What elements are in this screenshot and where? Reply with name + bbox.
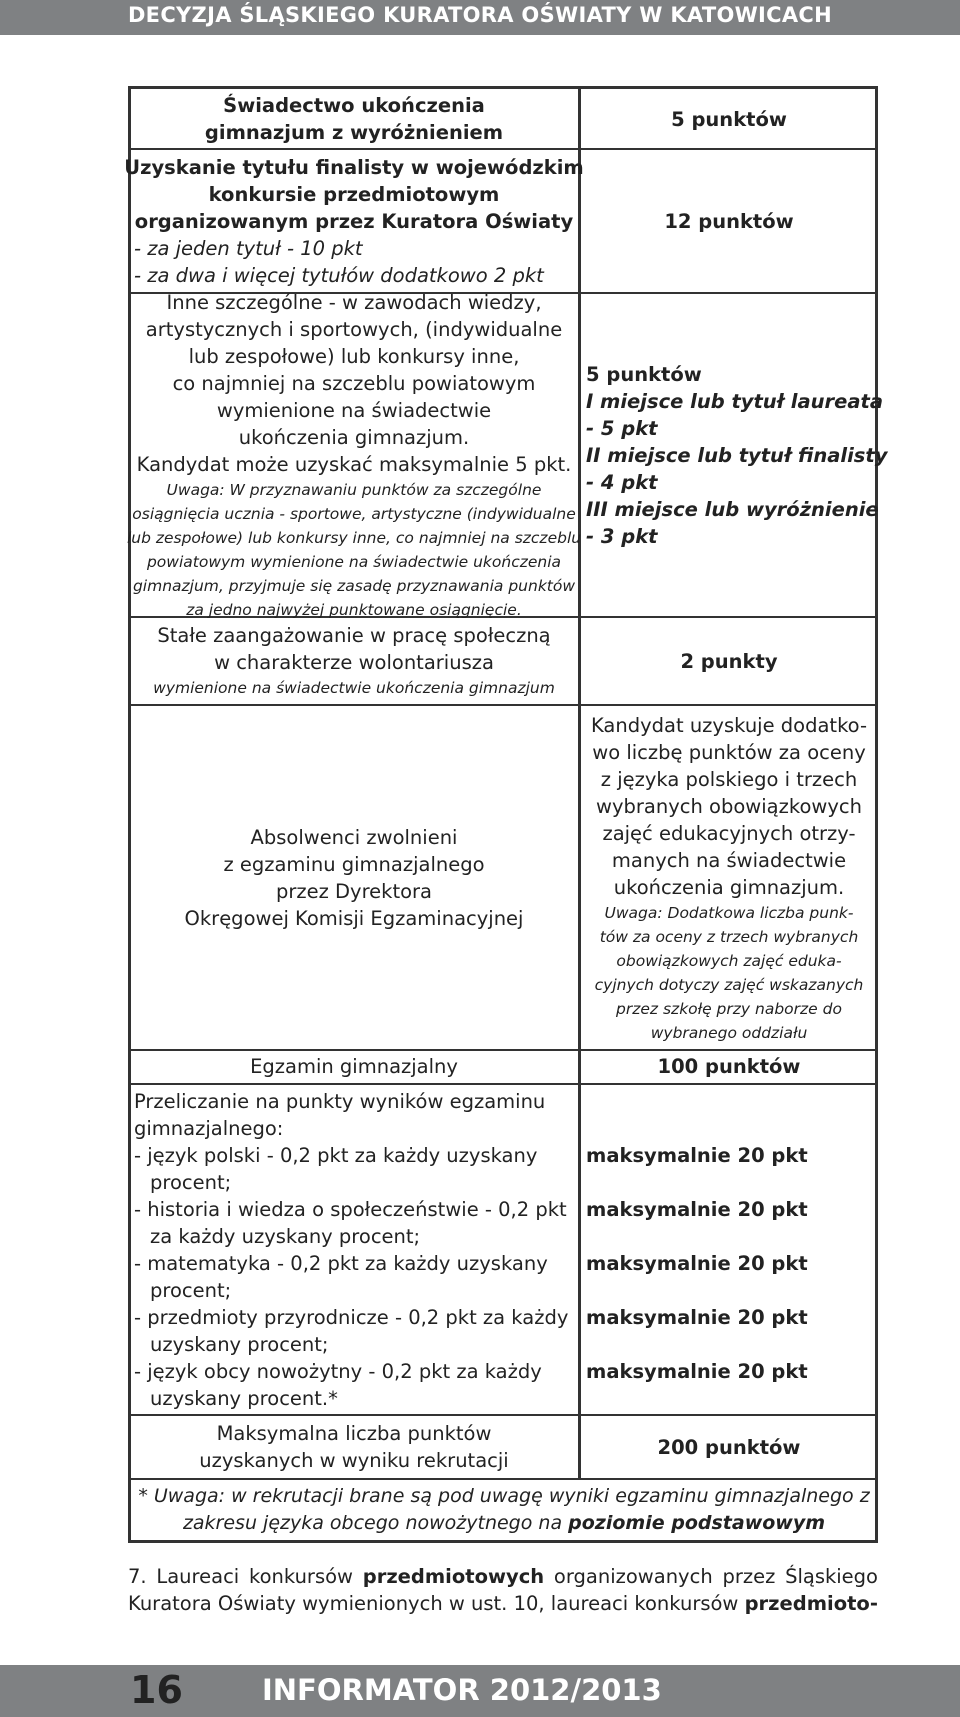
row-divider	[128, 1478, 878, 1480]
page-header-title: DECYZJA ŚLĄSKIEGO KURATORA OŚWIATY W KATOWICACH	[127, 3, 833, 27]
other-achievements-label: Inne szczególne - w zawodach wiedzy, artystycznych i sportowych, (indywidualne lub zespołowe) lub konkursy inne, co najmniej na szczeblu powiatowym wymienione na świadectwie ukończenia gimnazjum. Kandydat może uzyskać maksymalnie 5 pkt. Uwaga: W przyznawaniu punktów za szczególne osiągnięcia ucznia - sportowe, artystyczne (indywidualne lub zespołowe) lub konkursy inne, co najmniej na szczeblu powiatowym wymienione na świadectwie ukończenia gimnazjum, przyjmuje się zasadę przyznawania punktów za jedno najwyżej punktowane osiągnięcie.	[126, 290, 582, 619]
other-achievements-points: 5 punktów I miejsce lub tytuł laureata - 5 pkt II miejsce lub tytuł finalisty - 4 pkt III miejsce lub wyróżnienie - 3 pkt	[586, 362, 888, 548]
exam-points: 100 punktów	[657, 1055, 801, 1078]
exempt-points: Kandydat uzyskuje dodatko- wo liczbę punktów za oceny z języka polskiego i trzech wybranych obowiązkowych zajęć edukacyjnych otrzy- manych na świadectwie ukończenia gimnazjum. Uwaga: Dodatkowa liczba punk- tów za oceny z trzech wybranych obowiązkowych zajęć eduka- cyjnych dotyczy zajęć wskazanych przez szkołę przy naborze do wybranego oddziału	[590, 713, 867, 1042]
max-points-label: Maksymalna liczba punktów uzyskanych w wyniku rekrutacji	[199, 1422, 509, 1472]
conversion-label: Przeliczanie na punkty wyników egzaminu gimnazjalnego: - język polski - 0,2 pkt za każdy uzyskany procent; - historia i wiedza o społeczeństwie - 0,2 pkt za każdy uzyskany procent; - matematyka - 0,2 pkt za każdy uzyskany procent; - przedmioty przyrodnicze - 0,2 pkt za każdy uzyskany procent; - język obcy nowożytny - 0,2 pkt za każdy uzyskany procent.*	[134, 1090, 569, 1410]
row-divider	[128, 148, 878, 150]
max-points-value: 200 punktów	[657, 1435, 801, 1459]
exempt-label: Absolwenci zwolnieni z egzaminu gimnazjalnego przez Dyrektora Okręgowej Komisji Egzaminacyjnej	[184, 826, 524, 930]
distinction-points: 5 punktów	[671, 107, 787, 131]
finalist-label: Uzyskanie tytułu finalisty w wojewódzkim konkursie przedmiotowym organizowanym przez Kuratora Oświaty - za jeden tytuł - 10 pkt - za dwa i więcej tytułów dodatkowo 2 pkt	[124, 155, 584, 287]
row-divider	[128, 1414, 878, 1416]
volunteer-points: 2 punkty	[680, 649, 778, 673]
exam-label: Egzamin gimnazjalny	[250, 1055, 458, 1078]
volunteer-label: Stałe zaangażowanie w pracę społeczną w charakterze wolontariusza wymienione na świadectwie ukończenia gimnazjum	[153, 624, 555, 697]
paragraph-7: 7. Laureaci konkursów przedmiotowych organizowanych przez Śląskiego Kuratora Oświaty wymienionych w ust. 10, laureaci konkursów przedmioto-	[128, 1565, 878, 1615]
row-divider	[128, 704, 878, 706]
finalist-points: 12 punktów	[664, 209, 794, 233]
conversion-points: maksymalnie 20 pkt maksymalnie 20 pkt maksymalnie 20 pkt maksymalnie 20 pkt maksymalnie 20 pkt	[586, 1144, 808, 1383]
footer-title: INFORMATOR 2012/2013	[262, 1673, 662, 1707]
column-divider	[578, 86, 581, 1478]
table-footnote: * Uwaga: w rekrutacji brane są pod uwagę wyniki egzaminu gimnazjalnego z zakresu języka obcego nowożytnego na poziomie podstawowym	[138, 1485, 870, 1534]
row-divider	[128, 1083, 878, 1085]
page-number: 16	[130, 1668, 183, 1712]
distinction-label: Świadectwo ukończenia gimnazjum z wyróżnieniem	[204, 94, 504, 144]
